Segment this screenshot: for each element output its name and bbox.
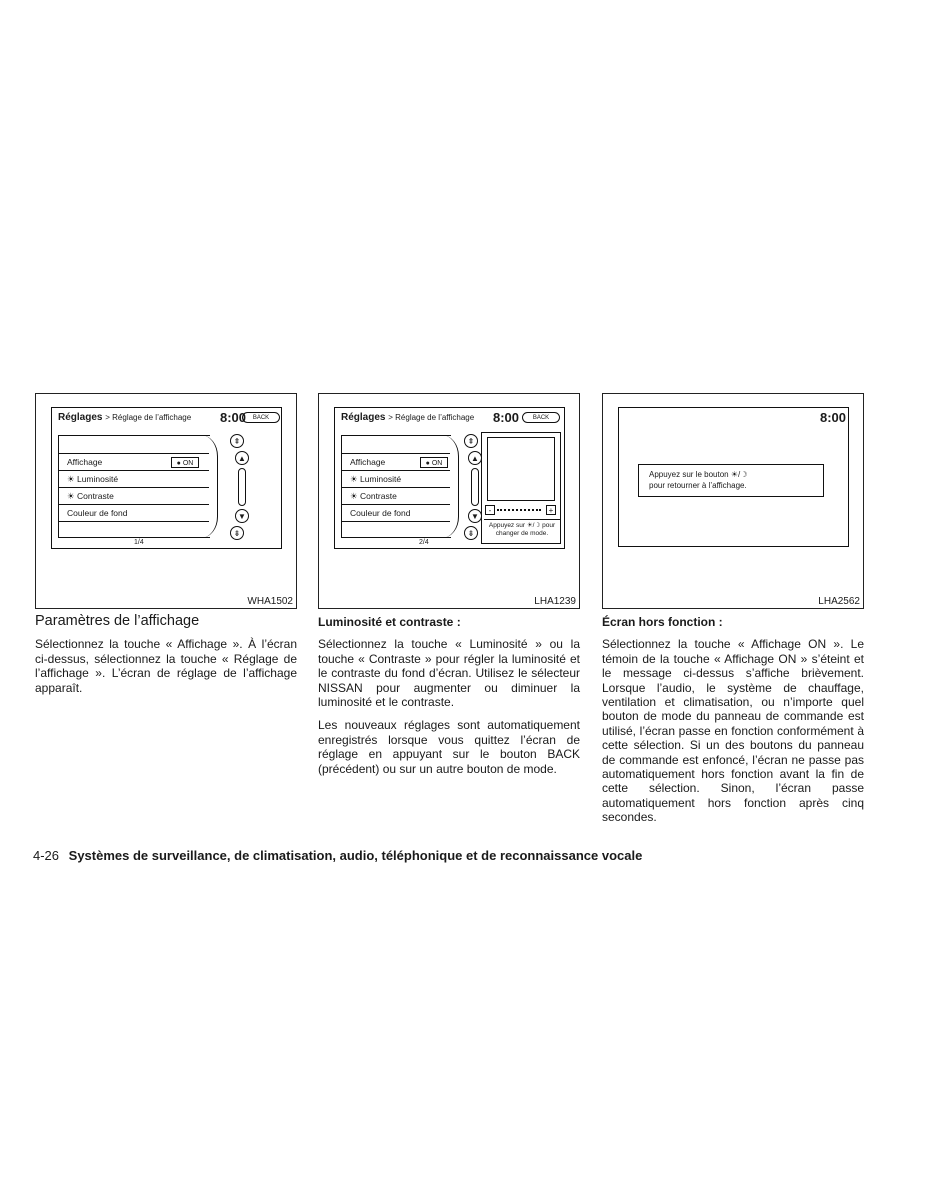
level-slider[interactable]: [497, 509, 541, 513]
settings-menu: [58, 435, 210, 538]
row-contraste[interactable]: ☀ Contraste: [59, 487, 209, 504]
message-line2: pour retourner à l’affichage.: [649, 481, 747, 490]
scroll-up-icon[interactable]: ▲: [468, 451, 482, 465]
preview-image: [487, 437, 555, 501]
scroll-bottom-icon[interactable]: ⇟: [464, 526, 478, 540]
slider-minus-button[interactable]: -: [485, 505, 495, 515]
header-main: Réglages: [341, 412, 386, 423]
scrollbar[interactable]: [471, 468, 479, 506]
figure-brightness-contrast: [318, 393, 580, 609]
row-empty: [342, 521, 450, 538]
paragraph: Sélectionnez la touche « Luminosité » ou la touche « Contraste » pour régler la luminosité et le contraste du fond d’écran. Utilisez le sélecteur NISSAN pour augmenter ou diminuer la luminosité et le contraste.: [318, 637, 580, 710]
screen: [51, 407, 282, 549]
settings-menu: [341, 435, 451, 538]
row-luminosite[interactable]: ☀ Luminosité: [59, 470, 209, 487]
scroll-down-icon[interactable]: ▼: [468, 509, 482, 523]
figure-code: LHA2562: [818, 596, 860, 607]
section-title: Écran hors fonction :: [602, 615, 723, 629]
row-couleur-fond[interactable]: Couleur de fond: [342, 504, 450, 521]
column-display-settings: [35, 614, 297, 704]
screen-header: [58, 412, 191, 423]
message-line1: Appuyez sur le bouton ☀/☽: [649, 470, 748, 479]
row-affichage[interactable]: Affichage ● ON: [59, 453, 209, 470]
chapter-title: Systèmes de surveillance, de climatisation, audio, téléphonique et de reconnaissance vocale: [68, 848, 643, 863]
page-footer: [33, 848, 642, 863]
header-sub: > Réglage de l’affichage: [105, 413, 192, 422]
clock: 8:00: [220, 410, 247, 425]
scrollbar[interactable]: [238, 468, 246, 506]
scroll-top-icon[interactable]: ⇞: [464, 434, 478, 448]
page-number: 4-26: [33, 848, 60, 863]
slider-plus-button[interactable]: +: [546, 505, 556, 515]
message-box: [638, 464, 824, 497]
paragraph: Les nouveaux réglages sont automatiquement enregistrés lorsque vous quittez l’écran de réglage en appuyant sur le bouton BACK (précédent) ou sur un autre bouton de mode.: [318, 718, 580, 776]
scroll-bottom-icon[interactable]: ⇟: [230, 526, 244, 540]
screen-header: [341, 412, 474, 423]
paragraph: Sélectionnez la touche « Affichage ». À l’écran ci-dessus, sélectionnez la touche « Réglage de l’affichage ». L’écran de réglage de l’affichage apparaît.: [35, 637, 297, 695]
back-button[interactable]: BACK: [522, 412, 560, 423]
figure-code: LHA1239: [534, 596, 576, 607]
figure-screen-off: [602, 393, 864, 609]
row-contraste[interactable]: ☀ Contraste: [342, 487, 450, 504]
figure-display-settings: [35, 393, 297, 609]
row-affichage[interactable]: Affichage ● ON: [342, 453, 450, 470]
header-sub: > Réglage de l’affichage: [388, 413, 475, 422]
column-brightness-contrast: [318, 615, 580, 785]
scroll-down-icon[interactable]: ▼: [235, 509, 249, 523]
scroll-top-icon[interactable]: ⇞: [230, 434, 244, 448]
preview-panel: [481, 432, 561, 544]
column-screen-off: [602, 615, 864, 834]
scroll-up-icon[interactable]: ▲: [235, 451, 249, 465]
on-indicator[interactable]: ● ON: [171, 457, 199, 468]
page-indicator: 2/4: [419, 539, 429, 546]
clock: 8:00: [820, 410, 847, 425]
mode-hint: Appuyez sur ☀/☽ pour changer de mode.: [484, 519, 560, 538]
section-title: Paramètres de l’affichage: [35, 613, 200, 629]
screen: [618, 407, 849, 547]
row-couleur-fond[interactable]: Couleur de fond: [59, 504, 209, 521]
header-main: Réglages: [58, 412, 103, 423]
figure-code: WHA1502: [247, 596, 293, 607]
screen: [334, 407, 565, 549]
clock: 8:00: [493, 410, 520, 425]
row-empty: [59, 521, 209, 538]
section-title: Luminosité et contraste :: [318, 615, 461, 629]
on-indicator[interactable]: ● ON: [420, 457, 448, 468]
paragraph: Sélectionnez la touche « Affichage ON ». Le témoin de la touche « Affichage ON » s’éteint et le message ci-dessus s’affiche brièvement. Lorsque l’audio, le système de chauffage, ventilation et climatisation, ou n’importe quel bouton de mode du panneau de commande est utilisé, l’écran passe en fonction conformément à cette sélection. Si un des boutons du panneau de commande est enfoncé, l’écran ne passe pas automatiquement hors fonction avant la fin de cette sélection. Sinon, l’écran passe automatiquement hors fonction après cinq secondes.: [602, 637, 864, 825]
row-luminosite[interactable]: ☀ Luminosité: [342, 470, 450, 487]
page-indicator: 1/4: [134, 539, 144, 546]
back-button[interactable]: BACK: [242, 412, 280, 423]
